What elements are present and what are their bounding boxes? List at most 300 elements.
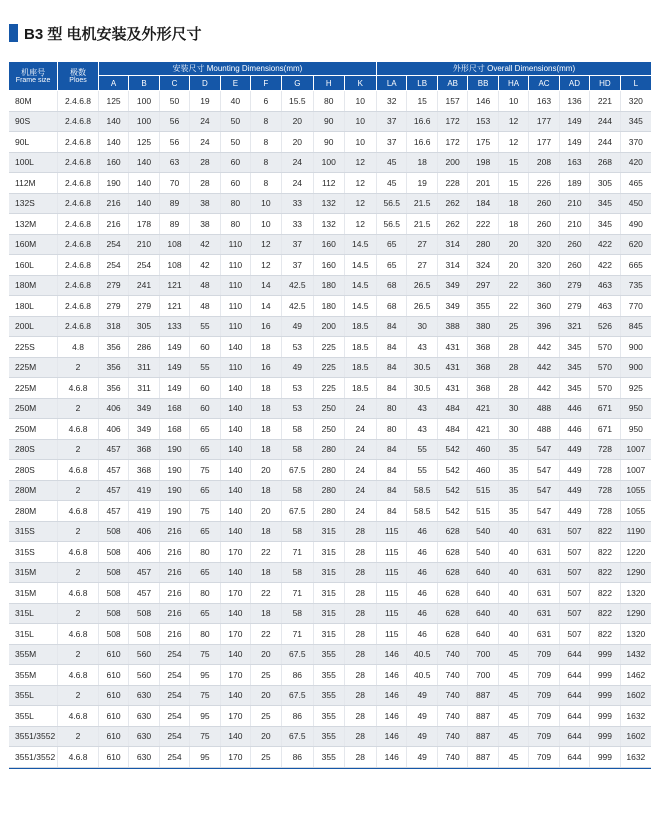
dimension-cell: 280 bbox=[468, 234, 498, 255]
dimension-cell: 22 bbox=[498, 296, 528, 317]
dimension-cell: 110 bbox=[220, 275, 250, 296]
dimension-cell: 900 bbox=[620, 337, 651, 358]
dimension-cell: 200 bbox=[314, 316, 344, 337]
dimension-cell: 216 bbox=[159, 624, 189, 645]
dimension-cell: 55 bbox=[407, 460, 437, 481]
frame-size-cell: 355M bbox=[9, 665, 58, 686]
dimension-cell: 822 bbox=[590, 562, 620, 583]
dimension-cell: 1320 bbox=[620, 583, 651, 604]
dimension-cell: 8 bbox=[251, 152, 281, 173]
frame-size-cell: 160M bbox=[9, 234, 58, 255]
dimension-cell: 999 bbox=[590, 644, 620, 665]
poles-header-cn: 极数 bbox=[70, 67, 87, 77]
dimension-cell: 355 bbox=[468, 296, 498, 317]
dimension-cell: 22 bbox=[251, 624, 281, 645]
dimension-cell: 146 bbox=[377, 665, 407, 686]
dimension-cell: 90 bbox=[314, 111, 344, 132]
dimension-cell: 24 bbox=[344, 460, 377, 481]
dimension-cell: 146 bbox=[377, 706, 407, 727]
frame-size-cell: 132M bbox=[9, 214, 58, 235]
column-header-d: D bbox=[190, 76, 220, 91]
dimension-cell: 449 bbox=[559, 480, 589, 501]
dimension-cell: 86 bbox=[281, 706, 313, 727]
dimension-cell: 140 bbox=[220, 685, 250, 706]
table-row bbox=[9, 152, 651, 173]
dimension-cell: 49 bbox=[407, 726, 437, 747]
column-header-e: E bbox=[220, 76, 250, 91]
dimension-cell: 80 bbox=[190, 583, 220, 604]
dimension-cell: 421 bbox=[468, 398, 498, 419]
dimension-cell: 53 bbox=[281, 337, 313, 358]
dimension-cell: 125 bbox=[98, 91, 128, 112]
column-header-ad: AD bbox=[559, 76, 589, 91]
dimension-cell: 570 bbox=[590, 378, 620, 399]
dimension-cell: 43 bbox=[407, 337, 437, 358]
dimension-cell: 19 bbox=[407, 173, 437, 194]
dimension-cell: 210 bbox=[559, 214, 589, 235]
dimension-cell: 18 bbox=[251, 398, 281, 419]
frame-size-cell: 225M bbox=[9, 357, 58, 378]
frame-size-cell: 315L bbox=[9, 603, 58, 624]
dimension-cell: 900 bbox=[620, 357, 651, 378]
dimension-cell: 180 bbox=[314, 275, 344, 296]
column-header-a: A bbox=[98, 76, 128, 91]
dimension-cell: 48 bbox=[190, 296, 220, 317]
dimension-cell: 380 bbox=[468, 316, 498, 337]
dimension-cell: 27 bbox=[407, 234, 437, 255]
dimension-cell: 35 bbox=[498, 480, 528, 501]
dimension-cell: 86 bbox=[281, 665, 313, 686]
dimension-cell: 547 bbox=[529, 480, 559, 501]
dimension-cell: 1632 bbox=[620, 706, 651, 727]
dimension-cell: 1007 bbox=[620, 439, 651, 460]
frame-size-cell: 250M bbox=[9, 419, 58, 440]
dimension-cell: 508 bbox=[98, 562, 128, 583]
dimension-cell: 84 bbox=[377, 316, 407, 337]
dimension-cell: 95 bbox=[190, 747, 220, 768]
dimension-cell: 140 bbox=[220, 644, 250, 665]
dimension-cell: 42 bbox=[190, 255, 220, 276]
frame-size-cell: 100L bbox=[9, 152, 58, 173]
dimension-cell: 37 bbox=[377, 111, 407, 132]
dimension-cell: 28 bbox=[190, 173, 220, 194]
dimension-cell: 58.5 bbox=[407, 480, 437, 501]
dimension-cell: 26.5 bbox=[407, 275, 437, 296]
dimension-cell: 305 bbox=[129, 316, 159, 337]
dimension-cell: 60 bbox=[220, 152, 250, 173]
dimension-cell: 610 bbox=[98, 747, 128, 768]
frame-size-cell: 315M bbox=[9, 562, 58, 583]
dimension-cell: 28 bbox=[344, 603, 377, 624]
dimension-cell: 728 bbox=[590, 501, 620, 522]
table-row bbox=[9, 542, 651, 563]
frame-size-cell: 355M bbox=[9, 644, 58, 665]
dimension-cell: 46 bbox=[407, 542, 437, 563]
mounting-dimensions-header: 安装尺寸 Mounting Dimensions(mm) bbox=[98, 62, 376, 76]
table-row bbox=[9, 624, 651, 645]
dimension-cell: 547 bbox=[529, 501, 559, 522]
dimension-cell: 560 bbox=[129, 644, 159, 665]
dimension-cell: 631 bbox=[529, 542, 559, 563]
dimension-cell: 630 bbox=[129, 706, 159, 727]
dimension-cell: 709 bbox=[529, 706, 559, 727]
dimension-cell: 18 bbox=[251, 419, 281, 440]
dimension-cell: 24 bbox=[344, 398, 377, 419]
dimension-cell: 18 bbox=[498, 193, 528, 214]
dimension-cell: 360 bbox=[529, 275, 559, 296]
dimension-cell: 84 bbox=[377, 460, 407, 481]
dimension-cell: 484 bbox=[437, 398, 467, 419]
dimension-cell: 297 bbox=[468, 275, 498, 296]
dimension-cell: 95 bbox=[190, 706, 220, 727]
dimension-cell: 442 bbox=[529, 337, 559, 358]
dimension-cell: 100 bbox=[314, 152, 344, 173]
dimension-cell: 28 bbox=[498, 357, 528, 378]
dimension-cell: 457 bbox=[98, 460, 128, 481]
dimension-cell: 121 bbox=[159, 296, 189, 317]
dimension-cell: 446 bbox=[559, 419, 589, 440]
dimension-cell: 216 bbox=[98, 214, 128, 235]
dimension-cell: 22 bbox=[251, 583, 281, 604]
dimension-cell: 170 bbox=[220, 542, 250, 563]
dimension-cell: 12 bbox=[344, 152, 377, 173]
dimension-cell: 16.6 bbox=[407, 132, 437, 153]
dimension-cell: 216 bbox=[98, 193, 128, 214]
dimension-cell: 457 bbox=[98, 439, 128, 460]
dimension-cell: 260 bbox=[559, 234, 589, 255]
dimension-cell: 540 bbox=[468, 521, 498, 542]
dimension-cell: 314 bbox=[437, 255, 467, 276]
dimension-cell: 508 bbox=[98, 603, 128, 624]
dimension-cell: 210 bbox=[129, 234, 159, 255]
dimension-cell: 628 bbox=[437, 521, 467, 542]
dimension-cell: 216 bbox=[159, 603, 189, 624]
dimension-cell: 610 bbox=[98, 706, 128, 727]
dimension-cell: 28 bbox=[344, 583, 377, 604]
dimension-cell: 42.5 bbox=[281, 296, 313, 317]
dimension-cell: 644 bbox=[559, 685, 589, 706]
table-row bbox=[9, 234, 651, 255]
dimension-cell: 254 bbox=[159, 747, 189, 768]
table-row bbox=[9, 419, 651, 440]
dimension-cell: 547 bbox=[529, 439, 559, 460]
dimension-cell: 368 bbox=[129, 460, 159, 481]
dimension-cell: 19 bbox=[190, 91, 220, 112]
dimensions-table-wrapper bbox=[9, 62, 651, 769]
dimension-cell: 46 bbox=[407, 624, 437, 645]
dimension-cell: 60 bbox=[190, 337, 220, 358]
dimension-cell: 728 bbox=[590, 439, 620, 460]
dimension-cell: 12 bbox=[344, 173, 377, 194]
dimension-cell: 12 bbox=[344, 214, 377, 235]
dimension-cell: 55 bbox=[190, 316, 220, 337]
dimension-cell: 305 bbox=[590, 173, 620, 194]
dimension-cell: 140 bbox=[129, 152, 159, 173]
dimension-cell: 311 bbox=[129, 378, 159, 399]
dimension-cell: 149 bbox=[159, 337, 189, 358]
table-row bbox=[9, 501, 651, 522]
dimension-cell: 631 bbox=[529, 583, 559, 604]
dimension-cell: 86 bbox=[281, 747, 313, 768]
dimension-cell: 356 bbox=[98, 357, 128, 378]
dimension-cell: 56.5 bbox=[377, 193, 407, 214]
dimension-cell: 25 bbox=[251, 665, 281, 686]
dimension-cell: 1602 bbox=[620, 726, 651, 747]
dimension-cell: 75 bbox=[190, 501, 220, 522]
dimension-cell: 286 bbox=[129, 337, 159, 358]
poles-cell: 2.4.6.8 bbox=[58, 193, 99, 214]
dimension-cell: 431 bbox=[437, 378, 467, 399]
dimension-cell: 75 bbox=[190, 460, 220, 481]
dimension-cell: 28 bbox=[344, 562, 377, 583]
dimension-cell: 168 bbox=[159, 398, 189, 419]
frame-size-cell: 280M bbox=[9, 480, 58, 501]
dimension-cell: 48 bbox=[190, 275, 220, 296]
dimension-cell: 728 bbox=[590, 460, 620, 481]
dimension-cell: 887 bbox=[468, 726, 498, 747]
dimension-cell: 132 bbox=[314, 193, 344, 214]
dimension-cell: 10 bbox=[251, 193, 281, 214]
dimension-cell: 349 bbox=[437, 296, 467, 317]
dimension-cell: 43 bbox=[407, 419, 437, 440]
dimension-cell: 822 bbox=[590, 521, 620, 542]
dimension-cell: 140 bbox=[220, 726, 250, 747]
poles-cell: 4.6.8 bbox=[58, 542, 99, 563]
poles-cell: 2 bbox=[58, 521, 99, 542]
dimension-cell: 515 bbox=[468, 501, 498, 522]
dimension-cell: 53 bbox=[281, 378, 313, 399]
dimension-cell: 463 bbox=[590, 275, 620, 296]
dimension-cell: 631 bbox=[529, 603, 559, 624]
dimension-cell: 43 bbox=[407, 398, 437, 419]
dimension-cell: 40 bbox=[498, 624, 528, 645]
table-row bbox=[9, 357, 651, 378]
dimension-cell: 80 bbox=[377, 398, 407, 419]
dimension-cell: 45 bbox=[498, 706, 528, 727]
dimension-cell: 18 bbox=[498, 214, 528, 235]
dimension-cell: 740 bbox=[437, 706, 467, 727]
table-row bbox=[9, 398, 651, 419]
frame-size-cell: 225M bbox=[9, 378, 58, 399]
dimension-cell: 190 bbox=[159, 480, 189, 501]
dimension-cell: 345 bbox=[620, 111, 651, 132]
dimension-cell: 28 bbox=[344, 644, 377, 665]
dimension-cell: 279 bbox=[98, 296, 128, 317]
dimension-cell: 18.5 bbox=[344, 378, 377, 399]
dimension-cell: 40 bbox=[498, 562, 528, 583]
dimension-cell: 170 bbox=[220, 706, 250, 727]
frame-size-cell: 180L bbox=[9, 296, 58, 317]
dimension-cell: 178 bbox=[129, 214, 159, 235]
dimension-cell: 15 bbox=[407, 91, 437, 112]
dimension-cell: 121 bbox=[159, 275, 189, 296]
dimension-cell: 488 bbox=[529, 419, 559, 440]
frame-size-cell: 280S bbox=[9, 439, 58, 460]
dimension-cell: 140 bbox=[220, 460, 250, 481]
dimension-cell: 268 bbox=[590, 152, 620, 173]
poles-cell: 2.4.6.8 bbox=[58, 255, 99, 276]
poles-cell: 2 bbox=[58, 480, 99, 501]
dimension-cell: 254 bbox=[98, 234, 128, 255]
frame-size-cell: 280M bbox=[9, 501, 58, 522]
dimension-cell: 315 bbox=[314, 521, 344, 542]
poles-cell: 4.6.8 bbox=[58, 583, 99, 604]
overall-dimensions-header: 外形尺寸 Overall Dimensions(mm) bbox=[377, 62, 651, 76]
dimension-cell: 140 bbox=[220, 501, 250, 522]
dimension-cell: 419 bbox=[129, 480, 159, 501]
dimension-cell: 14 bbox=[251, 275, 281, 296]
dimension-cell: 30.5 bbox=[407, 357, 437, 378]
dimension-cell: 40.5 bbox=[407, 665, 437, 686]
dimension-cell: 560 bbox=[129, 665, 159, 686]
dimension-cell: 75 bbox=[190, 644, 220, 665]
table-row bbox=[9, 583, 651, 604]
frame-size-cell: 90L bbox=[9, 132, 58, 153]
frame-size-cell: 315M bbox=[9, 583, 58, 604]
dimension-cell: 950 bbox=[620, 419, 651, 440]
dimension-cell: 15 bbox=[498, 152, 528, 173]
dimension-cell: 406 bbox=[129, 542, 159, 563]
dimension-cell: 33 bbox=[281, 193, 313, 214]
dimension-cell: 28 bbox=[344, 521, 377, 542]
dimension-cell: 279 bbox=[98, 275, 128, 296]
dimension-cell: 149 bbox=[559, 111, 589, 132]
dimension-cell: 24 bbox=[190, 111, 220, 132]
dimension-cell: 115 bbox=[377, 521, 407, 542]
dimension-cell: 547 bbox=[529, 460, 559, 481]
table-row bbox=[9, 644, 651, 665]
dimension-cell: 12 bbox=[498, 132, 528, 153]
dimension-cell: 46 bbox=[407, 562, 437, 583]
poles-cell: 2 bbox=[58, 644, 99, 665]
frame-size-cell: 3551/3552 bbox=[9, 726, 58, 747]
dimension-cell: 620 bbox=[620, 234, 651, 255]
dimension-cell: 24 bbox=[344, 439, 377, 460]
dimension-cell: 32 bbox=[377, 91, 407, 112]
dimension-cell: 1290 bbox=[620, 562, 651, 583]
dimension-cell: 6 bbox=[251, 91, 281, 112]
dimension-cell: 345 bbox=[559, 378, 589, 399]
dimension-cell: 610 bbox=[98, 685, 128, 706]
dimension-cell: 58 bbox=[281, 603, 313, 624]
dimension-cell: 314 bbox=[437, 234, 467, 255]
dimension-cell: 170 bbox=[220, 665, 250, 686]
table-body bbox=[9, 91, 651, 768]
poles-cell: 2.4.6.8 bbox=[58, 91, 99, 112]
dimension-cell: 628 bbox=[437, 583, 467, 604]
dimension-cell: 507 bbox=[559, 521, 589, 542]
dimension-cell: 640 bbox=[468, 583, 498, 604]
poles-cell: 4.6.8 bbox=[58, 747, 99, 768]
dimension-cell: 18 bbox=[407, 152, 437, 173]
dimension-cell: 315 bbox=[314, 542, 344, 563]
dimension-cell: 80 bbox=[377, 419, 407, 440]
dimension-cell: 241 bbox=[129, 275, 159, 296]
dimension-cell: 10 bbox=[344, 91, 377, 112]
dimension-cell: 63 bbox=[159, 152, 189, 173]
poles-cell: 4.6.8 bbox=[58, 419, 99, 440]
dimension-cell: 8 bbox=[251, 132, 281, 153]
dimension-cell: 168 bbox=[159, 419, 189, 440]
dimension-cell: 457 bbox=[129, 583, 159, 604]
table-row bbox=[9, 91, 651, 112]
dimension-cell: 644 bbox=[559, 644, 589, 665]
dimension-cell: 254 bbox=[159, 706, 189, 727]
dimension-cell: 709 bbox=[529, 644, 559, 665]
dimension-cell: 140 bbox=[220, 337, 250, 358]
dimension-cell: 26.5 bbox=[407, 296, 437, 317]
poles-cell: 4.6.8 bbox=[58, 501, 99, 522]
dimension-cell: 75 bbox=[190, 685, 220, 706]
dimension-cell: 421 bbox=[468, 419, 498, 440]
dimension-cell: 671 bbox=[590, 398, 620, 419]
dimension-cell: 140 bbox=[129, 193, 159, 214]
dimension-cell: 630 bbox=[129, 747, 159, 768]
dimension-cell: 320 bbox=[620, 91, 651, 112]
dimension-cell: 200 bbox=[437, 152, 467, 173]
dimension-cell: 22 bbox=[251, 542, 281, 563]
table-row bbox=[9, 521, 651, 542]
dimension-cell: 610 bbox=[98, 665, 128, 686]
frame-size-cell: 112M bbox=[9, 173, 58, 194]
dimension-cell: 21.5 bbox=[407, 193, 437, 214]
dimension-cell: 507 bbox=[559, 542, 589, 563]
dimension-cell: 55 bbox=[407, 439, 437, 460]
dimension-cell: 170 bbox=[220, 747, 250, 768]
dimension-cell: 71 bbox=[281, 624, 313, 645]
dimension-cell: 108 bbox=[159, 255, 189, 276]
dimension-cell: 45 bbox=[377, 173, 407, 194]
dimension-cell: 20 bbox=[281, 132, 313, 153]
dimension-cell: 279 bbox=[559, 296, 589, 317]
column-header-bb: BB bbox=[468, 76, 498, 91]
dimension-cell: 80 bbox=[220, 214, 250, 235]
dimension-cell: 484 bbox=[437, 419, 467, 440]
dimension-cell: 225 bbox=[314, 357, 344, 378]
dimension-cell: 67.5 bbox=[281, 726, 313, 747]
dimension-cell: 172 bbox=[437, 111, 467, 132]
table-row bbox=[9, 726, 651, 747]
dimension-cell: 140 bbox=[220, 562, 250, 583]
dimension-cell: 740 bbox=[437, 665, 467, 686]
dimension-cell: 1007 bbox=[620, 460, 651, 481]
table-row bbox=[9, 173, 651, 194]
dimension-cell: 89 bbox=[159, 214, 189, 235]
dimension-cell: 508 bbox=[98, 624, 128, 645]
dimension-cell: 71 bbox=[281, 542, 313, 563]
column-header-la: LA bbox=[377, 76, 407, 91]
dimension-cell: 27 bbox=[407, 255, 437, 276]
dimension-cell: 18 bbox=[251, 439, 281, 460]
table-row bbox=[9, 480, 651, 501]
dimension-cell: 735 bbox=[620, 275, 651, 296]
dimension-cell: 40.5 bbox=[407, 644, 437, 665]
dimension-cell: 46 bbox=[407, 583, 437, 604]
dimension-cell: 146 bbox=[377, 726, 407, 747]
poles-cell: 4.6.8 bbox=[58, 460, 99, 481]
dimension-cell: 15.5 bbox=[281, 91, 313, 112]
title-marker bbox=[9, 24, 18, 42]
column-header-ac: AC bbox=[529, 76, 559, 91]
dimension-cell: 709 bbox=[529, 726, 559, 747]
dimension-cell: 368 bbox=[468, 357, 498, 378]
dimension-cell: 540 bbox=[468, 542, 498, 563]
dimension-cell: 449 bbox=[559, 501, 589, 522]
dimension-cell: 321 bbox=[559, 316, 589, 337]
dimension-cell: 709 bbox=[529, 747, 559, 768]
dimension-cell: 262 bbox=[437, 214, 467, 235]
dimension-cell: 999 bbox=[590, 706, 620, 727]
